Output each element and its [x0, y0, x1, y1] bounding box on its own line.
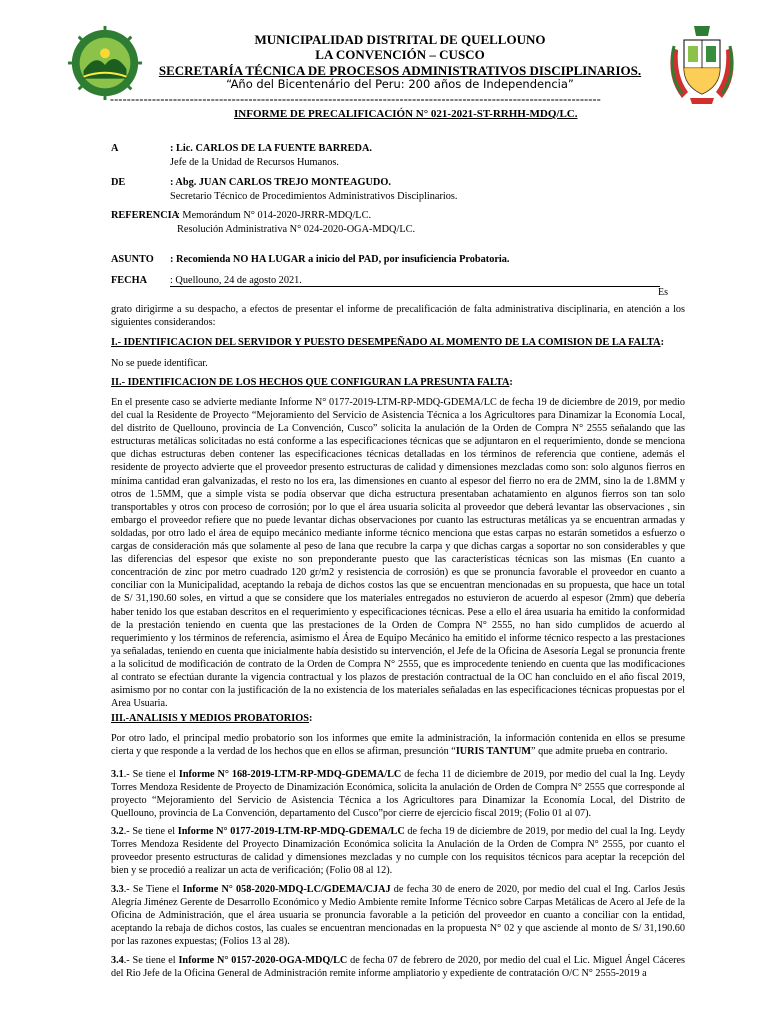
section-1-title: I.- IDENTIFICACION DEL SERVIDOR Y PUESTO DESEMPEÑADO AL MOMENTO DE LA COMISION DE LA FALTA [111, 337, 661, 348]
section-2-colon: : [509, 377, 513, 388]
subject-label: ASUNTO [111, 254, 154, 265]
to-role: Jefe de la Unidad de Recursos Humanos. [170, 157, 339, 168]
intro-paragraph: grato dirigirme a su despacho, a efectos de presentar el informe de precalificación de falta administrativa disciplinaria, en atención a los siguientes considerandos: [111, 304, 685, 329]
item-3-2-number: 3.2 [111, 826, 124, 837]
section-3-title: III.-ANALISIS Y MEDIOS PROBATORIOS [111, 713, 309, 724]
section-3-intro-text: Por otro lado, el principal medio probatorio son los informes que emite la administración, la información contenida en ellos se presume cierta y que responde a la verdad de los hechos que en ellos se afirman, presunción “ [111, 733, 685, 758]
section-1-text: No se puede identificar. [111, 358, 208, 369]
item-3-1-number: 3.1 [111, 769, 124, 780]
item-3-2-text: de fecha 19 de diciembre de 2019, por medio del cual la Ing. Leydy Torres Mendoza Residente del Proyecto Dinamización Económica solicita la Anulación de la Orden de Compra N° 2555, por cuanto el proveedor presento estructuras de calidad y dimensiones mezcladas y no cumple con los requisitos técnicos para aceptar la recepción del bien y se procedió a realizar un acta de verificación; (Folio 08 al 12). [111, 826, 685, 877]
header-line-3: SECRETARÍA TÉCNICA DE PROCESOS ADMINISTRATIVOS DISCIPLINARIOS. [158, 63, 642, 78]
item-3-2 [111, 825, 685, 877]
separator-line [170, 286, 660, 287]
section-3-heading [111, 713, 685, 724]
section-3-intro-tail: ” que admite prueba en contrario. [531, 746, 668, 758]
date-value: : Quellouno, 24 de agosto 2021. [170, 275, 302, 286]
item-3-1 [111, 768, 685, 820]
section-1-heading [111, 337, 685, 348]
item-3-3 [111, 883, 685, 948]
item-3-4-text: de fecha 07 de febrero de 2020, por medio del cual el Lic. Miguel Ángel Cáceres del Rio Jefe de la Oficina General de Administración remite informe ampliatorio y expediente de contratación O/C N° 2555-2019 a [111, 955, 686, 980]
item-3-2-lead: .- Se tiene el [123, 826, 178, 837]
iuris-tantum: IURIS TANTUM [455, 746, 532, 758]
reference-line-2: Resolución Administrativa N° 024-2020-OGA-MDQ/LC. [177, 224, 416, 235]
section-3-intro [111, 732, 685, 758]
peru-coat-of-arms-icon [664, 18, 740, 106]
section-2-title: II.- IDENTIFICACION DE LOS HECHOS QUE CONFIGURAN LA PRESUNTA FALTA [111, 377, 510, 388]
item-3-3-ref: Informe N° 058-2020-MDQ-LC/GDEMA/CJAJ [182, 884, 391, 895]
from-role: Secretario Técnico de Procedimientos Administrativos Disciplinarios. [170, 191, 458, 202]
item-3-3-lead: .- Se Tiene el [123, 884, 183, 895]
document-title: INFORME DE PRECALIFICACIÓN N° 021-2021-ST-RRHH-MDQ/LC. [234, 108, 578, 120]
item-3-1-text: de fecha 11 de diciembre de 2019, por medio del cual la Ing. Leydy Torres Mendoza Residente de Proyecto de Dinamización Económica, solicita la anulación de Orden de Compra N° 2555 que corresponde al proyecto “Mejoramiento del Servicio de Asistencia Técnica a los Agricultores para Dinamizar la Economía Local, del Distrito de Quellouno, provincia de La Convención, departamento del Cusco”por cierre de ejercicio fiscal 2019; (Folio 01 al 07). [111, 769, 685, 820]
section-2-heading [111, 377, 685, 388]
section-2-paragraph: En el presente caso se advierte mediante Informe N° 0177-2019-LTM-RP-MDQ-GDEMA/LC de fecha 19 de diciembre de 2019, por medio del cual la Residente de Proyecto “Mejoramiento del Servicio de Asistencia Técnica a los Agricultores para Dinamizar la Economía Local, del distrito de Quellouno, provincia de La Convención, Cusco” solicita la anulación de la Orden de Compra N° 2555 señalando que las estructuras metálicas solicitadas no está conforme a las especificaciones técnicas que se adjuntaron en el requerimiento, donde se menciona que dichas estructuras deben contener las especificaciones técnicas detalladas en los términos de referencia que contiene, además el residente de proyecto advierte que el proveedor presento estructuras de calidad y dimensiones mezcladas como son: solo algunos fierros en mínima cantidad eran galvanizadas, el resto no los era, las dimensiones en cuanto al espesor del fierro no era de 2MM, sino la de 1.8MM y otros de 1.5MM, que a simple vista se podía observar que dicha estructura presentaban achatamiento en algunos fierros son tan solo transportables y otros con proceso de corrosión; por lo que el área usuaria solicita al proveedor que deberá levantar las observaciones , sin embargo el proveedor refiere que no puede levantar dichas observaciones por cuanto las estructuras metálicas ya se encuentran armadas y soldadas, por otro lado el área de equipo mecánico mediante informe técnico menciona que estas carpas no estarán sometidos a esfuerzo o cargas de consideración más que solamente al peso de lana que recubre la carpa y que dichas cargas a soportar no son considerables y que las diferencias del espesor que existe no son preponderante puesto que las características técnicas son las mismas (En cuanto a concentración de zinc por metro cuadrado 120 gr/m2 y resistencia de corrosión) es que se pronuncia favorable el proveedor en cuanto a conciliar con la Municipalidad, aceptando la rebaja de dichos costos las que se encuentran mencionadas en su propuesta, que hace un total de S/ 31,190.60 soles, en virtud a que se considere que los materiales entregados no estuvieron de acuerdo al espesor (2mm) que debería haber tenido los que estaban descritos en el requerimiento y especificaciones técnicas. Pese a ello el área usuaria ha emitido la conformidad de la prestación teniendo en cuenta que las prestaciones de la Orden de Compra N° 2555, no han sido cumplidos de acuerdo al requerimiento y los términos de referencia, asimismo el Área de Equipo Mecánico ha emitido el informe técnico respecto a las prestaciones ya señaladas, teniendo en cuenta que inicialmente había desistido su intervención, el Jefe de la Oficina de Asesoría Legal se pronuncia frente a la solicitud de modificación de contrato de la Orden de Compra N° 2555, que es improcedente teniendo en cuenta que las modificaciones al contrato se efectúan durante la vigencia contractual y los plazos de prestación contractual de la OC han concluido en el año fiscal 2019, asimismo por no contar con la justificación de la no existencia de los materiales señaladas en las especificaciones técnicas propuestas por el Area Usuaria. [111, 397, 685, 710]
item-3-2-ref: Informe N° 0177-2019-LTM-RP-MDQ-GDEMA/LC [177, 826, 405, 837]
item-3-4-number: 3.4 [111, 955, 124, 966]
section-3-colon: : [308, 713, 313, 724]
header-motto: “Año del Bicentenário del Peru: 200 años de Independencia” [226, 77, 574, 91]
header-divider: --------------------------------------------------------------------------------------------------------------------- [110, 92, 601, 106]
municipality-logo [66, 24, 144, 102]
reference-line-1: : Memorándum N° 014-2020-JRRR-MDQ/LC. [177, 210, 372, 221]
to-label: A [111, 143, 119, 154]
date-label: FECHA [111, 275, 148, 286]
intro-start-word: Es [658, 287, 668, 298]
header-line-2: LA CONVENCIÓN – CUSCO [315, 47, 485, 62]
item-3-4 [111, 954, 685, 980]
item-3-3-number: 3.3 [111, 884, 124, 895]
section-1-colon: : [660, 337, 665, 348]
subject-value: : Recomienda NO HA LUGAR a inicio del PAD, por insuficiencia Probatoria. [170, 254, 510, 265]
from-label: DE [111, 177, 126, 188]
item-3-4-lead: .- Se tiene el [123, 955, 179, 966]
header-line-1: MUNICIPALIDAD DISTRITAL DE QUELLOUNO [254, 32, 546, 47]
from-name: : Abg. JUAN CARLOS TREJO MONTEAGUDO. [170, 177, 391, 188]
item-3-1-lead: .- Se tiene el [123, 769, 179, 780]
item-3-3-text: de fecha 30 de enero de 2020, por medio del cual el Ing. Carlos Jesús Alegría Jiménez Gerente de Desarrollo Económico y Medio Ambiente remite Informe Técnico sobre Carpas Metálicas de Acero al Jefe de la Oficina de Administración, que el área usuaria se pronuncia favorable a la petición del proveedor en cuanto a conciliar con la entidad, aceptando la rebaja de dichos costos, las cuales se encuentran mencionadas en la propuesta N° 02 y que asciende al monto de S/ 31,190.60 por las razones expuestas; (Folios 13 al 28). [111, 884, 685, 948]
reference-label: REFERENCIA [111, 210, 180, 221]
item-3-4-ref: Informe N° 0157-2020-OGA-MDQ/LC [178, 955, 348, 966]
item-3-1-ref: Informe N° 168-2019-LTM-RP-MDQ-GDEMA/LC [178, 769, 402, 780]
to-name: : Lic. CARLOS DE LA FUENTE BARREDA. [170, 143, 372, 154]
